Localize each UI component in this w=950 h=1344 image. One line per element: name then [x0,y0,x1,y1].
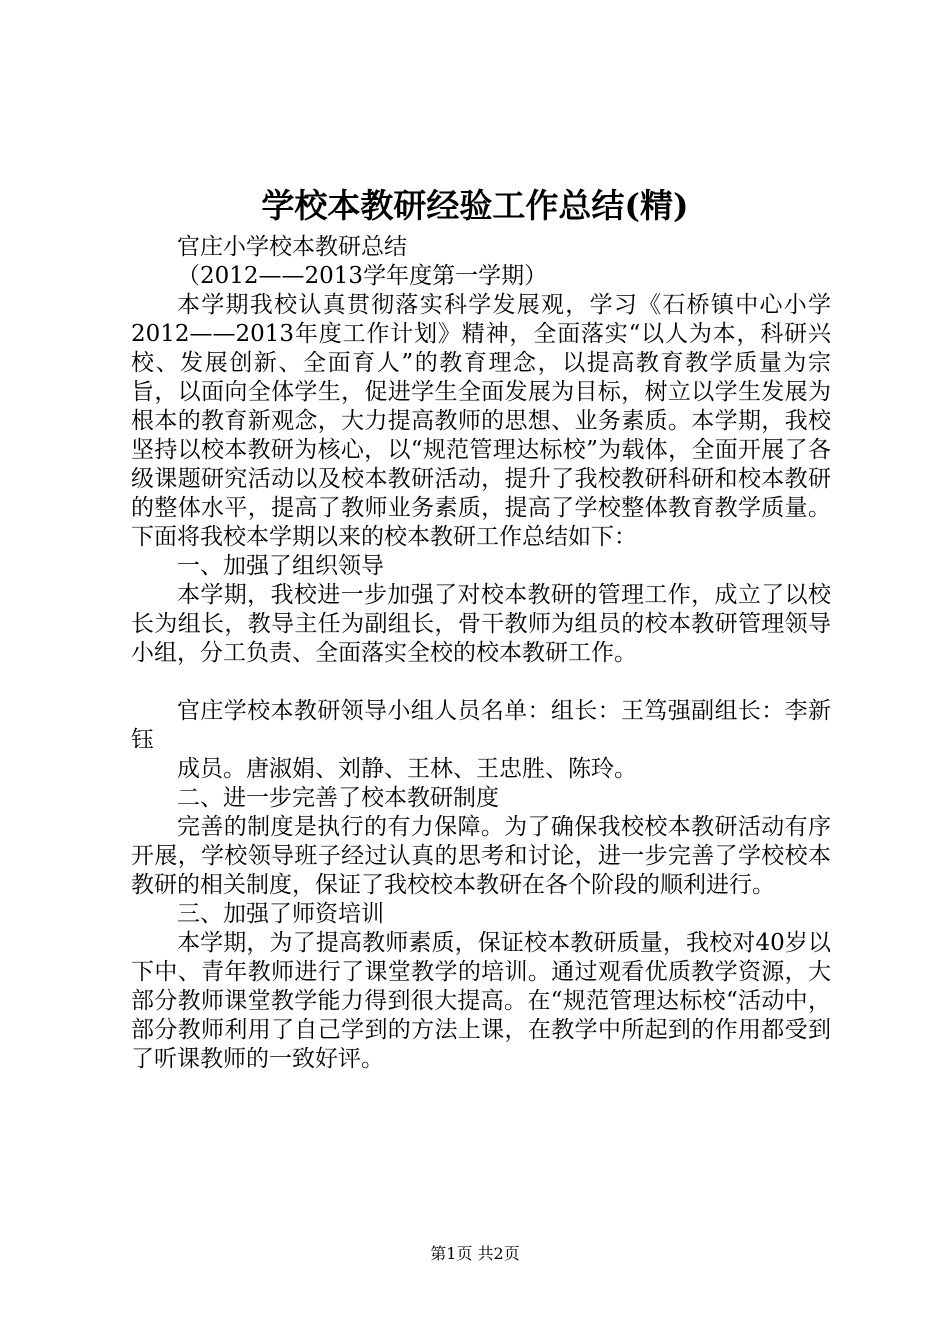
document-body [131,233,831,1074]
page-number: 第1页 共2页 [430,1244,520,1263]
section-heading-3: 三、加强了师资培训 [177,901,384,927]
paragraph-intro: 本学期我校认真贯彻落实科学发展观，学习《石桥镇中心小学2012——2013年度工作计划》精神，全面落实“以人为本，科研兴校、发展创新、全面育人”的教育理念，以提高教育教学质量为宗旨，以面向全体学生，促进学生全面发展为目标，树立以学生发展为根本的教育新观念，大力提高教师的思想、业务素质。本学期，我校坚持以校本教研为核心，以“规范管理达标校”为载体，全面开展了各级课题研究活动以及校本教研活动，提升了我校教研科研和校本教研的整体水平，提高了教师业务素质，提高了学校整体教育教学质量。下面将我校本学期以来的校本教研工作总结如下： [131,292,831,550]
paragraph-section-2: 完善的制度是执行的有力保障。为了确保我校校本教研活动有序开展，学校领导班子经过认真的思考和讨论，进一步完善了学校校本教研的相关制度，保证了我校校本教研在各个阶段的顺利进行。 [131,814,831,898]
section-heading-1: 一、加强了组织领导 [177,553,384,579]
document-title: 学校本教研经验工作总结(精) [261,186,689,225]
subtitle-term: （2012——2013学年度第一学期） [177,263,548,289]
paragraph-member-list: 官庄学校本教研领导小组人员名单：组长：王笃强副组长：李新钰 [131,698,831,753]
subtitle-school: 官庄小学校本教研总结 [177,234,407,260]
paragraph-section-1: 本学期，我校进一步加强了对校本教研的管理工作，成立了以校长为组长，教导主任为副组长，骨干教师为组员的校本教研管理领导小组，分工负责、全面落实全校的校本教研工作。 [131,582,831,666]
paragraph-members: 成员。唐淑娟、刘静、王林、王忠胜、陈玲。 [177,756,637,782]
blank-line [131,668,831,697]
paragraph-section-3: 本学期，为了提高教师素质，保证校本教研质量，我校对40岁以下中、青年教师进行了课堂教学的培训。通过观看优质教学资源，大部分教师课堂教学能力得到很大提高。在“规范管理达标校“活动中，部分教师利用了自己学到的方法上课，在教学中所起到的作用都受到了听课教师的一致好评。 [131,930,831,1072]
section-heading-2: 二、进一步完善了校本教研制度 [177,785,499,811]
